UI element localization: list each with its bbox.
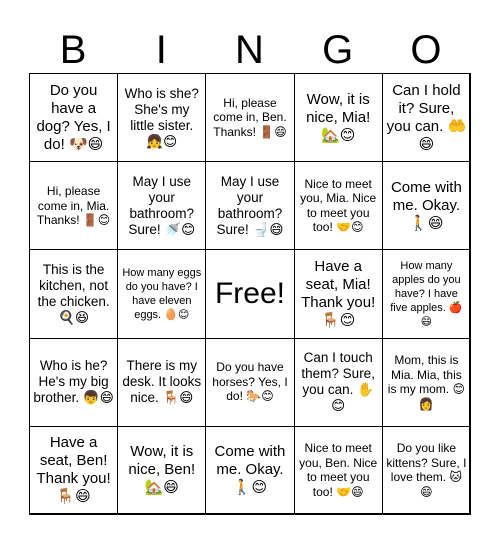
bingo-cell[interactable]: Come with me. Okay. 🚶😊 <box>205 426 294 515</box>
bingo-cell[interactable]: Do you like kittens? Sure, I love them. 🐱😄 <box>382 426 471 515</box>
bingo-grid <box>29 73 470 514</box>
bingo-cell[interactable]: Who is he? He's my big brother. 👦😄 <box>29 338 118 427</box>
bingo-cell[interactable]: Have a seat, Mia! Thank you! 🪑😊 <box>294 249 383 338</box>
bingo-cell[interactable]: Hi, please come in, Mia. Thanks! 🚪😊 <box>29 161 118 250</box>
bingo-cell[interactable]: Wow, it is nice, Mia! 🏡😊 <box>294 73 383 162</box>
bingo-header <box>29 26 470 74</box>
bingo-cell[interactable]: Who is she? She's my little sister. 👧😊 <box>117 73 206 162</box>
bingo-cell[interactable]: May I use your bathroom? Sure! 🚿😊 <box>117 161 206 250</box>
bingo-cell[interactable]: Do you have horses? Yes, I do! 🐎😊 <box>205 338 294 427</box>
bingo-cell[interactable]: Nice to meet you, Mia. Nice to meet you too! 🤝😊 <box>294 161 383 250</box>
free-space-cell[interactable]: Free! <box>205 249 294 338</box>
bingo-cell[interactable]: Mom, this is Mia. Mia, this is my mom. 😊👩 <box>382 338 471 427</box>
bingo-cell[interactable]: May I use your bathroom? Sure! 🚽😄 <box>205 161 294 250</box>
bingo-cell[interactable]: This is the kitchen, not the chicken. 🍳😆 <box>29 249 118 338</box>
bingo-cell[interactable]: Can I hold it? Sure, you can. 🤲😄 <box>382 73 471 162</box>
bingo-cell[interactable]: Come with me. Okay. 🚶😄 <box>382 161 471 250</box>
bingo-cell[interactable]: Wow, it is nice, Ben! 🏡😄 <box>117 426 206 515</box>
header-letter-o: O <box>410 28 442 72</box>
header-letter-i: I <box>155 28 167 72</box>
bingo-cell[interactable]: Do you have a dog? Yes, I do! 🐶😄 <box>29 73 118 162</box>
bingo-cell[interactable]: How many eggs do you have? I have eleven eggs. 🥚😊 <box>117 249 206 338</box>
header-letter-b: B <box>59 28 87 72</box>
bingo-cell[interactable]: How many apples do you have? I have five apples. 🍎😄 <box>382 249 471 338</box>
bingo-cell[interactable]: Have a seat, Ben! Thank you! 🪑😄 <box>29 426 118 515</box>
bingo-cell[interactable]: Nice to meet you, Ben. Nice to meet you too! 🤝😄 <box>294 426 383 515</box>
bingo-cell[interactable]: Can I touch them? Sure, you can. ✋😊 <box>294 338 383 427</box>
header-letter-n: N <box>235 28 264 72</box>
bingo-cell[interactable]: There is my desk. It looks nice. 🪑😄 <box>117 338 206 427</box>
bingo-cell[interactable]: Hi, please come in, Ben. Thanks! 🚪😄 <box>205 73 294 162</box>
header-letter-g: G <box>322 28 354 72</box>
